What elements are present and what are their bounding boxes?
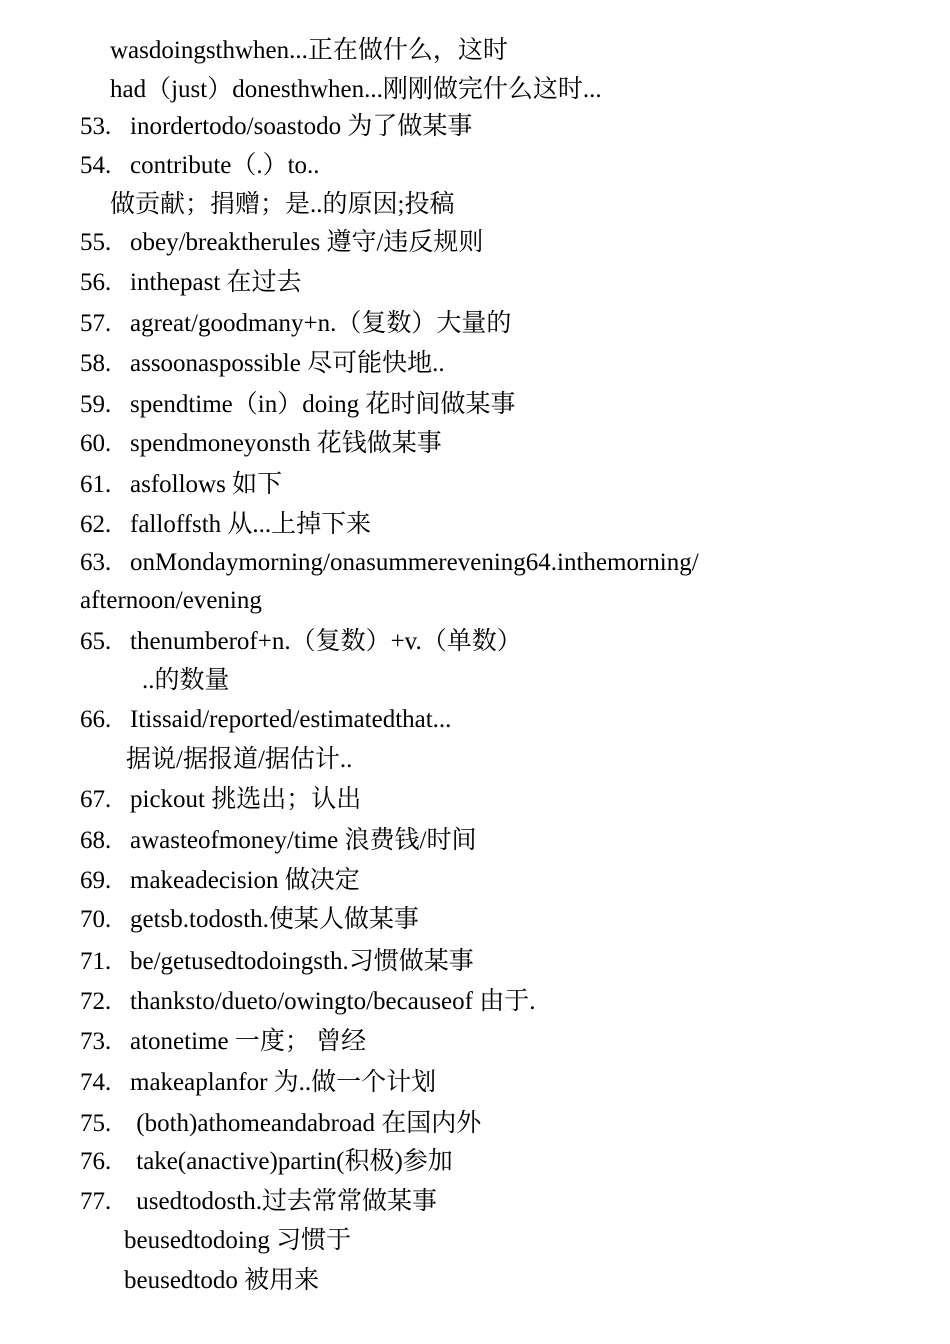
list-item: [80, 151, 320, 181]
item-number: 77.: [80, 1188, 112, 1215]
line-continuation: [142, 666, 230, 696]
item-number: 59.: [80, 391, 112, 418]
line-continuation: [110, 190, 454, 220]
list-item: [80, 112, 472, 142]
item-text: getsb.todosth.使某人做某事: [130, 906, 419, 933]
list-item: [80, 548, 699, 578]
item-number: 66.: [80, 706, 112, 733]
list-item: [80, 627, 522, 657]
item-text: makeaplanfor 为..做一个计划: [130, 1069, 437, 1096]
list-item: [80, 349, 445, 379]
item-number: 76.: [80, 1148, 112, 1175]
item-text: onMondaymorning/onasummerevening64.inthemorning/: [130, 549, 699, 576]
item-number: 60.: [80, 430, 112, 457]
item-number: 53.: [80, 113, 112, 140]
list-item: [80, 987, 535, 1017]
list-item: [80, 470, 282, 500]
item-number: 62.: [80, 511, 112, 538]
line-text: 据说/据报道/据估计..: [126, 746, 353, 773]
item-text: contribute（.）to..: [130, 152, 320, 179]
item-text: inordertodo/soastodo 为了做某事: [130, 113, 473, 140]
item-number: 70.: [80, 906, 112, 933]
item-text: pickout 挑选出；认出: [130, 786, 362, 813]
item-text: spendtime（in）doing 花时间做某事: [130, 391, 516, 418]
line-text: had（just）donesthwhen...刚刚做完什么这时...: [110, 76, 602, 103]
list-item: [80, 705, 451, 735]
item-text: atonetime 一度； 曾经: [130, 1028, 367, 1055]
item-number: 58.: [80, 350, 112, 377]
item-text: thanksto/dueto/owingto/becauseof 由于.: [130, 988, 536, 1015]
item-text: Itissaid/reported/estimatedthat...: [130, 706, 452, 733]
item-text: spendmoneyonsth 花钱做某事: [130, 430, 442, 457]
item-number: 61.: [80, 471, 112, 498]
item-number: 72.: [80, 988, 112, 1015]
item-text: thenumberof+n.（复数）+v.（单数）: [130, 628, 522, 655]
item-number: 56.: [80, 269, 112, 296]
item-number: 65.: [80, 628, 112, 655]
item-number: 75.: [80, 1110, 112, 1137]
list-item: [80, 1027, 366, 1057]
list-item: [80, 826, 476, 856]
item-number: 71.: [80, 948, 112, 975]
item-number: 55.: [80, 229, 112, 256]
line-text: beusedtodo 被用来: [124, 1267, 320, 1294]
item-text: agreat/goodmany+n.（复数）大量的: [130, 310, 512, 337]
list-item: [80, 785, 361, 815]
list-item: [80, 268, 302, 298]
item-text: (both)athomeandabroad 在国内外: [130, 1110, 482, 1137]
item-text: falloffsth 从...上掉下来: [130, 511, 372, 538]
item-number: 68.: [80, 827, 112, 854]
list-item: [80, 228, 483, 258]
item-text: asfollows 如下: [130, 471, 283, 498]
item-number: 74.: [80, 1069, 112, 1096]
item-text: makeadecision 做决定: [130, 867, 360, 894]
list-item: [80, 510, 371, 540]
item-text: take(anactive)partin(积极)参加: [130, 1148, 453, 1175]
list-item: [80, 1109, 481, 1139]
list-item: [80, 1187, 437, 1217]
item-number: 67.: [80, 786, 112, 813]
item-number: 69.: [80, 867, 112, 894]
list-item: [80, 1068, 436, 1098]
item-text: inthepast 在过去: [130, 269, 302, 296]
line-continuation: [110, 75, 602, 105]
line-continuation: [124, 1226, 351, 1256]
line-text: 做贡献；捐赠；是..的原因;投稿: [110, 191, 455, 218]
item-number: 57.: [80, 310, 112, 337]
item-text: awasteofmoney/time 浪费钱/时间: [130, 827, 477, 854]
list-item: [80, 429, 442, 459]
item-text: assoonaspossible 尽可能快地..: [130, 350, 445, 377]
item-number: 73.: [80, 1028, 112, 1055]
item-text: be/getusedtodoingsth.习惯做某事: [130, 948, 474, 975]
line-text: wasdoingsthwhen...正在做什么，这时: [110, 37, 508, 64]
line-text: ..的数量: [142, 667, 230, 694]
line-continuation: [80, 586, 262, 616]
list-item: [80, 947, 474, 977]
list-item: [80, 905, 419, 935]
line-continuation: [124, 1266, 319, 1296]
item-number: 54.: [80, 152, 112, 179]
line-continuation: [110, 36, 508, 66]
list-item: [80, 390, 515, 420]
item-text: obey/breaktherules 遵守/违反规则: [130, 229, 484, 256]
line-text: beusedtodoing 习惯于: [124, 1227, 352, 1254]
list-item: [80, 309, 511, 339]
list-item: [80, 866, 360, 896]
item-text: usedtodosth.过去常常做某事: [130, 1188, 437, 1215]
list-item: [80, 1147, 453, 1177]
item-number: 63.: [80, 549, 112, 576]
line-text: afternoon/evening: [80, 587, 262, 614]
line-continuation: [126, 745, 352, 775]
